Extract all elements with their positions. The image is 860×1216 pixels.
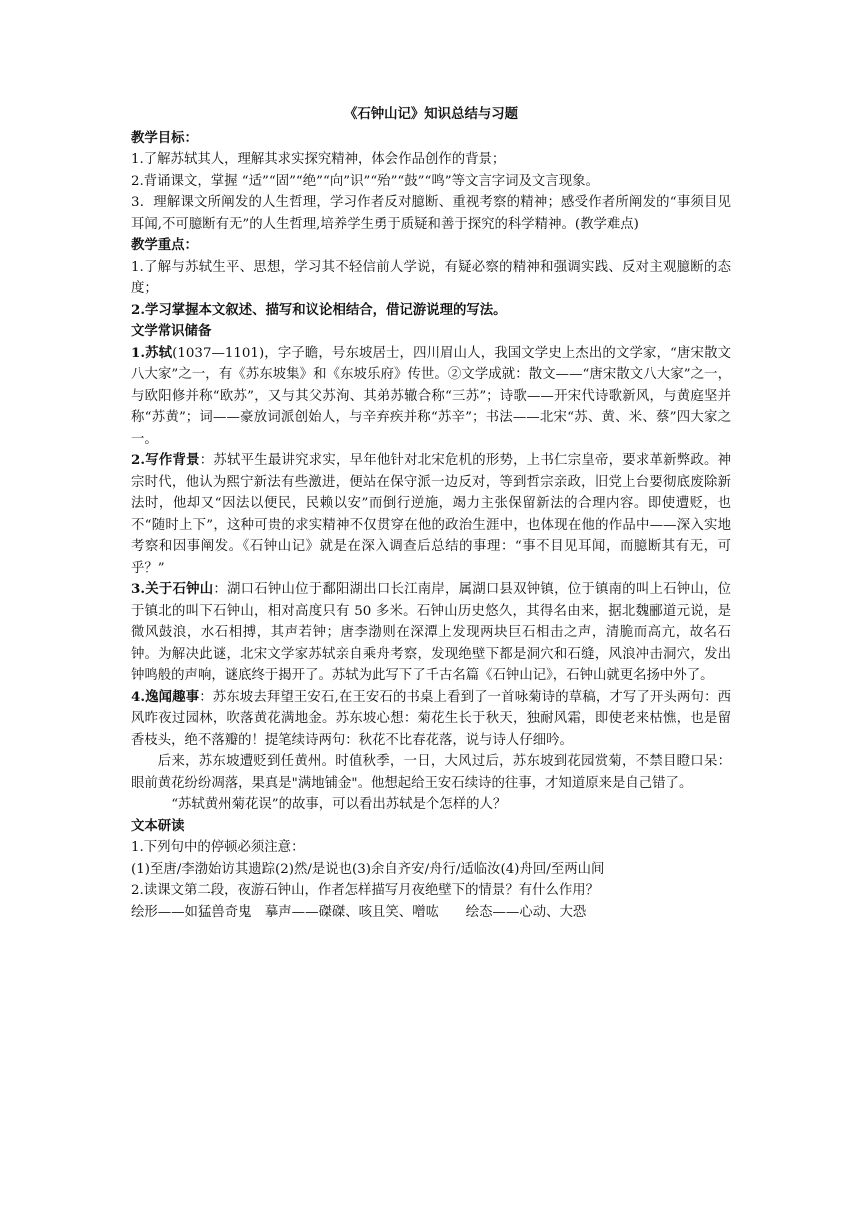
literature-item-4 <box>131 687 731 752</box>
study-item-2-answer: 绘形——如猛兽奇鬼 摹声——磔磔、咳且笑、噌吰 绘态——心动、大恐 <box>131 904 587 920</box>
goals-heading: 教学目标： <box>131 129 198 146</box>
study-item-1: 1.下列句中的停顿必须注意： <box>131 840 305 855</box>
literature-item-2-text: ：苏轼平生最讲究求实，早年他针对北宋危机的形势，上书仁宗皇帝，要求革新弊政。神宗时代，他认为熙宁新法有些激进，便站在保守派一边反对，等到哲宗亲政，旧党上台要彻底废除新法时，他却又“因法以便民，民赖以安”而倒行逆施，竭力主张保留新法的合理内容。即使遭贬，也不“随时上下”，这种可贵的求实精神不仅贯穿在他的政治生涯中，也体现在他的作品中——深入实地考察和因事阐发。《石钟山记》就是在深入调查后总结的事理：“事不目见耳闻，而臆断其有无，可乎？” <box>131 453 731 576</box>
literature-item-1-label: 1.苏轼 <box>131 344 173 361</box>
literature-item-1 <box>131 343 731 451</box>
literature-item-3-text: ：湖口石钟山位于鄱阳湖出口长江南岸，属湖口县双钟镇，位于镇南的叫上石钟山，位于镇北的叫下石钟山，相对高度只有 50 多米。石钟山历史悠久，其得名由来，据北魏郦道元说，是微风鼓浪，水石相搏，其声若钟；唐李渤则在深潭上发现两块巨石相击之声，清脆而高亢，故名石钟。为解决此谜，北宋文学家苏轼亲自乘舟考察，发现绝壁下都是洞穴和石缝，风浪冲击洞穴，发出钟鸣般的声响，谜底终于揭开了。苏轼为此写下了千古名篇《石钟山记》，石钟山就更名扬中外了。 <box>131 582 731 683</box>
goal-item-3: 3．理解课文所阐发的人生哲理，学习作者反对臆断、重视考察的精神；感受作者所阐发的“事须目见耳闻,不可臆断有无”的人生哲理,培养学生勇于质疑和善于探究的科学精神。(教学难点) <box>131 195 731 232</box>
study-heading: 文本研读 <box>131 817 185 834</box>
literature-item-3 <box>131 579 731 687</box>
goal-item-1: 1.了解苏轼其人，理解其求实探究精神，体会作品创作的背景； <box>131 152 506 167</box>
focus-item-1: 1.了解与苏轼生平、思想，学习其不轻信前人学说，有疑必察的精神和强调实践、反对主观臆断的态度； <box>131 259 731 296</box>
literature-item-2 <box>131 450 731 579</box>
anecdote-question: “苏轼黄州菊花误”的故事，可以看出苏轼是个怎样的人？ <box>171 797 507 812</box>
goal-item-2: 2.背诵课文，掌握 “适”“固”“绝”“向”识”“殆”“鼓”“鸣”等文言字词及文言现象。 <box>131 173 599 189</box>
literature-item-1-text: (1037—1101)，字子瞻，号东坡居士，四川眉山人，我国文学史上杰出的文学家，“唐宋散文八大家”之一，有《苏东坡集》和《东坡乐府》传世。②文学成就：散文——“唐宋散文八大家”之一，与欧阳修并称“欧苏”，又与其父苏洵、其弟苏辙合称“三苏”；诗歌——开宋代诗歌新风，与黄庭坚并称“苏黄”；词——豪放词派创始人，与辛弃疾并称“苏辛”；书法——北宋“苏、黄、米、蔡”四大家之一。 <box>131 345 731 447</box>
literature-item-4-text: ：苏东坡去拜望王安石,在王安石的书桌上看到了一首咏菊诗的草稿，才写了开头两句：西风昨夜过园林，吹落黄花满地金。苏东坡心想：菊花生长于秋天，独耐风霜，即使老来枯憔，也是留香枝头，绝不落瓣的！提笔续诗两句：秋花不比春花落，说与诗人仔细吟。 <box>131 689 731 748</box>
literature-item-4-label: 4.逸闻趣事 <box>131 688 200 705</box>
literature-item-2-label: 2.写作背景 <box>131 452 200 468</box>
literature-item-3-label: 3.关于石钟山 <box>131 581 214 597</box>
study-item-2: 2.读课文第二段，夜游石钟山，作者怎样描写月夜绝壁下的情景？有什么作用？ <box>131 883 600 898</box>
focus-heading: 教学重点： <box>131 237 198 253</box>
study-item-1-pauses: (1)至唐/李渤始访其遗踪(2)然/是说也(3)余自齐安/舟行/适临汝(4)舟回/至两山间 <box>131 861 605 877</box>
literature-heading: 文学常识储备 <box>131 323 212 339</box>
document-page <box>131 104 731 923</box>
page-title: 《石钟山记》知识总结与习题 <box>343 106 519 122</box>
focus-item-2: 2.学习掌握本文叙述、描写和议论相结合，借记游说理的写法。 <box>131 301 507 318</box>
anecdote-paragraph-2: 后来，苏东坡遭贬到任黄州。时值秋季，一日，大风过后，苏东坡到花园赏菊，不禁目瞪口呆：眼前黄花纷纷凋落，果真是"满地铺金"。他想起给王安石续诗的往事，才知道原来是自己错了。 <box>131 754 731 791</box>
